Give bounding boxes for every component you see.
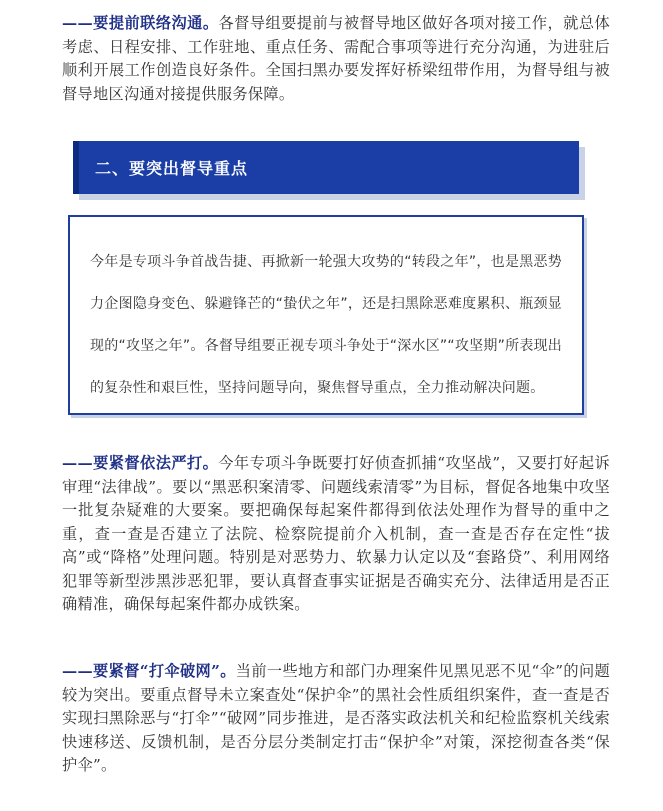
paragraph-lead: ——要紧督依法严打。 (62, 454, 219, 472)
paragraph-lead: ——要提前联络沟通。 (62, 14, 219, 32)
highlight-text: 今年是专项斗争首战告捷、再掀新一轮强大攻势的“转段之年”，也是黑恶势力企图隐身变色、躲避锋芒的“蛰伏之年”，还是扫黑除恶难度累积、瓶颈显现的“攻坚之年”。各督导组要正视专项斗争处于“深水区”“攻坚期”所表现出的复杂性和艰巨性，坚持问题导向，聚焦督导重点，全力推动解决问题。 (90, 254, 562, 396)
paragraph-body: 今年专项斗争既要打好侦查抓捕“攻坚战”，又要打好起诉审理“法律战”。要以“黑恶积案清零、问题线索清零”为目标，督促各地集中攻坚一批复杂疑难的大要案。要把确保每起案件都得到依法处理作为督导的重中之重，查一查是否建立了法院、检察院提前介入机制，查一查是否存在定性“拔高”或“降格”处理问题。特别是对恶势力、软暴力认定以及“套路贷”、利用网络犯罪等新型涉黑涉恶犯罪，要认真督查事实证据是否确实充分、法律适用是否正确精准，确保每起案件都办成铁案。 (62, 454, 610, 613)
paragraph-lead: ——要紧督“打伞破网”。 (62, 662, 236, 680)
paragraph-strict-enforcement (62, 452, 610, 617)
section-title: 二、要突出督导重点 (95, 159, 249, 178)
banner-accent (73, 141, 79, 194)
paragraph-body: 各督导组要提前与被督导地区做好各项对接工作，就总体考虑、日程安排、工作驻地、重点任务、需配合事项等进行充分沟通，为进驻后顺利开展工作创造良好条件。全国扫黑办要发挥好桥梁纽带作用，为督导组与被督导地区沟通对接提供服务保障。 (62, 14, 611, 103)
highlight-box (68, 215, 584, 415)
paragraph-umbrella (62, 660, 610, 778)
paragraph-liaison (62, 12, 610, 106)
paragraph-body: 当前一些地方和部门办理案件见黑见恶不见“伞”的问题较为突出。要重点督导未立案查处“保护伞”的黑社会性质组织案件，查一查是否实现扫黑除恶与“打伞”“破网”同步推进，是否落实政法机关和纪检监察机关线索快速移送、反馈机制，是否分层分类制定打击“保护伞”对策，深挖彻查各类“保护伞”。 (62, 662, 610, 774)
section-banner (73, 141, 579, 194)
